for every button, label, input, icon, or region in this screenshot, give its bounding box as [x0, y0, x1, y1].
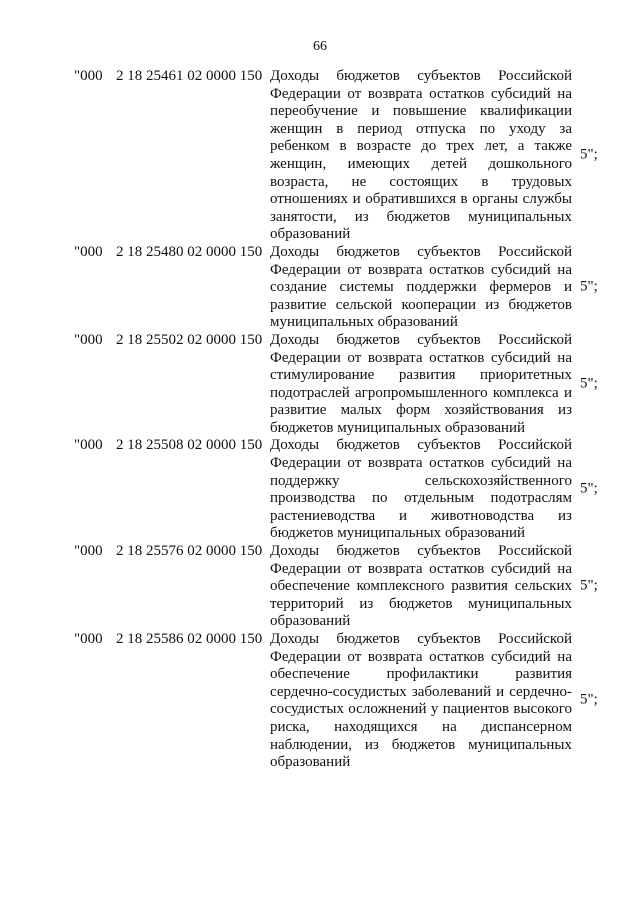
- budget-classification-code: 2 18 25502 02 0000 150: [116, 331, 263, 348]
- row-prefix: "000: [74, 331, 103, 348]
- row-suffix: 5";: [580, 480, 598, 497]
- row-suffix: 5";: [580, 691, 598, 708]
- revenue-description: Доходы бюджетов субъектов Российской Федерации от возврата остатков субсидий на обеспечение профилактики развития сердечно-сосудистых заболеваний и сердечно-сосудистых осложнений у пациентов высокого риска, находящихся на диспансерном наблюдении, из бюджетов муниципальных образований: [270, 631, 572, 771]
- budget-classification-code: 2 18 25461 02 0000 150: [116, 68, 263, 84]
- page-number: 66: [313, 39, 327, 54]
- row-suffix: 5";: [580, 278, 598, 295]
- row-prefix: "000: [74, 631, 103, 647]
- revenue-description: Доходы бюджетов субъектов Российской Федерации от возврата остатков субсидий на создание системы поддержки фермеров и развитие сельской кооперации из бюджетов муниципальных образований: [270, 243, 572, 331]
- budget-classification-code: 2 18 25480 02 0000 150: [116, 243, 263, 260]
- table-row: [0, 631, 640, 772]
- budget-classification-code: 2 18 25586 02 0000 150: [116, 631, 263, 647]
- row-prefix: "000: [74, 543, 103, 560]
- table-row: [0, 68, 640, 244]
- table-row: [0, 244, 640, 332]
- row-prefix: "000: [74, 243, 103, 260]
- revenue-description: Доходы бюджетов субъектов Российской Федерации от возврата остатков субсидий на поддержку сельскохозяйственного производства по отдельным подотраслям растениеводства и животноводства из бюджетов муниципальных образований: [270, 437, 572, 542]
- budget-classification-code: 2 18 25576 02 0000 150: [116, 543, 263, 560]
- revenue-description: Доходы бюджетов субъектов Российской Федерации от возврата остатков субсидий на обеспечение комплексного развития сельских территорий из бюджетов муниципальных образований: [270, 543, 572, 630]
- budget-code-table: [0, 68, 640, 772]
- row-prefix: "000: [74, 437, 103, 454]
- row-suffix: 5";: [580, 577, 598, 594]
- table-row: [0, 437, 640, 543]
- row-prefix: "000: [74, 68, 103, 84]
- table-row: [0, 332, 640, 438]
- table-row: [0, 543, 640, 631]
- revenue-description: Доходы бюджетов субъектов Российской Федерации от возврата остатков субсидий на стимулирование развития приоритетных подотраслей агропромышленного комплекса и развитие малых форм хозяйствования из бюджетов муниципальных образований: [270, 331, 572, 436]
- revenue-description: Доходы бюджетов субъектов Российской Федерации от возврата остатков субсидий на переобучение и повышение квалификации женщин в период отпуска по уходу за ребенком в возрасте до трех лет, а также женщин, имеющих детей дошкольного возраста, не состоящих в трудовых отношениях и обратившихся в органы службы занятости, из бюджетов муниципальных образований: [270, 68, 572, 243]
- budget-classification-code: 2 18 25508 02 0000 150: [116, 437, 263, 454]
- row-suffix: 5";: [580, 146, 598, 163]
- row-suffix: 5";: [580, 375, 598, 392]
